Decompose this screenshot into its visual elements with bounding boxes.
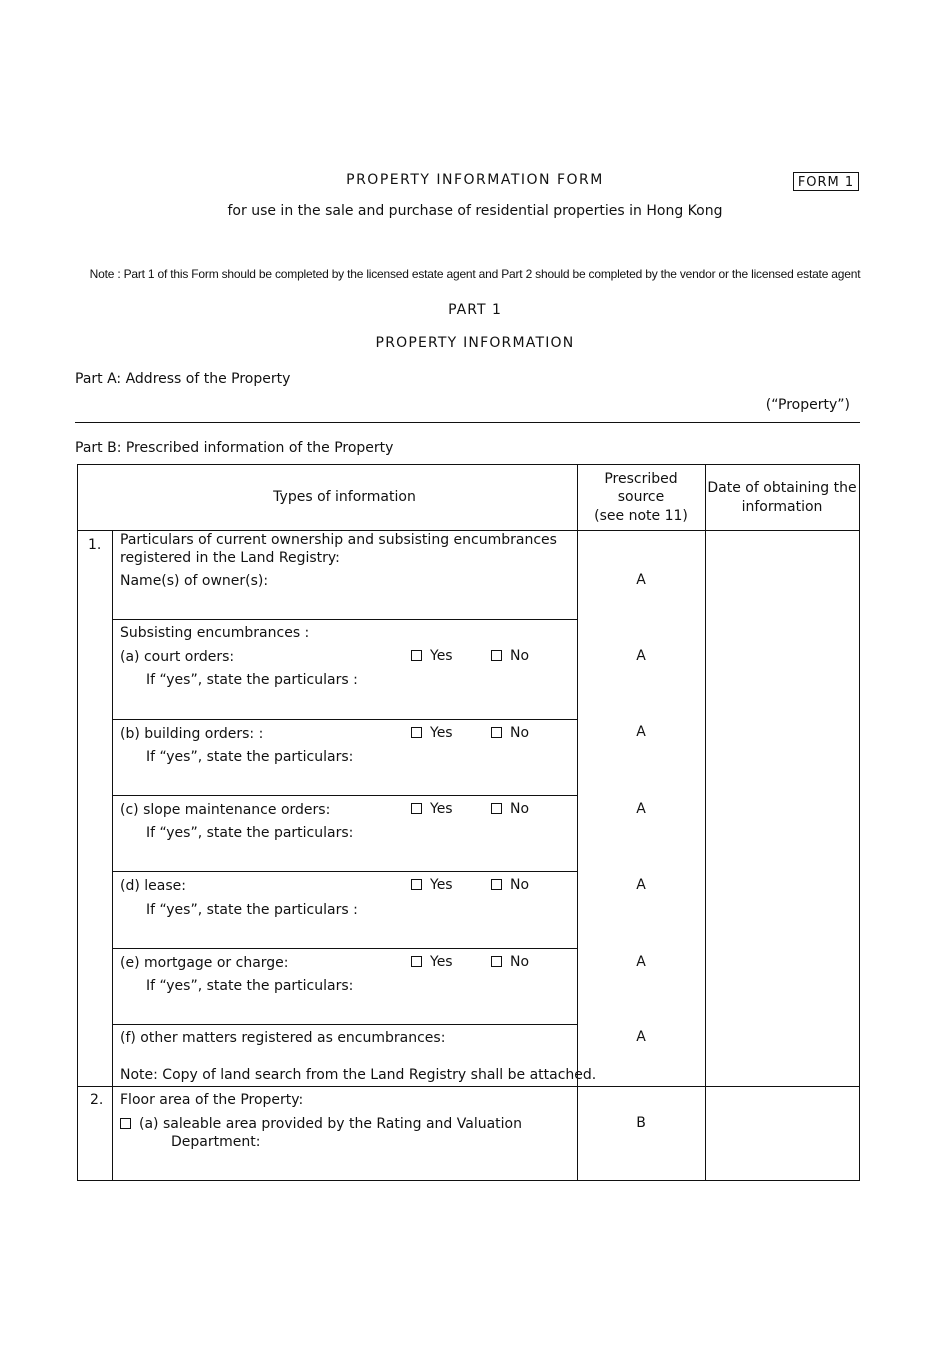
row-divider xyxy=(112,871,577,872)
checkbox-icon[interactable] xyxy=(491,956,502,967)
row-divider xyxy=(112,619,577,620)
completion-note: Note : Part 1 of this Form should be completed by the licensed estate agent and Part 2 should be completed by the vendor or the licensed estate agent xyxy=(89,267,861,281)
court-orders-yes[interactable] xyxy=(411,648,453,664)
source-code: A xyxy=(636,572,646,588)
header-source-line1: Prescribed xyxy=(604,471,678,487)
building-orders-label: (b) building orders: : xyxy=(120,726,264,742)
no-label: No xyxy=(510,801,530,817)
part-title: PART 1 xyxy=(448,302,502,318)
mortgage-detail: If “yes”, state the particulars: xyxy=(146,978,354,994)
slope-orders-no[interactable] xyxy=(491,801,529,817)
building-orders-detail: If “yes”, state the particulars: xyxy=(146,749,354,765)
header-date-line2: information xyxy=(741,499,823,515)
building-orders-no[interactable] xyxy=(491,725,529,741)
item1-heading-line1: Particulars of current ownership and subsisting encumbrances xyxy=(120,532,557,548)
header-date-line1: Date of obtaining the xyxy=(707,480,857,496)
part-a-label: Part A: Address of the Property xyxy=(75,371,291,387)
source-code: A xyxy=(636,724,646,740)
source-code: A xyxy=(636,1029,646,1045)
form-subtitle: for use in the sale and purchase of residential properties in Hong Kong xyxy=(227,203,723,219)
address-input-line[interactable] xyxy=(75,422,860,423)
table-border-left xyxy=(77,464,78,1181)
row-divider xyxy=(112,1024,577,1025)
checkbox-icon[interactable] xyxy=(411,879,422,890)
yes-label: Yes xyxy=(430,725,453,741)
prescribed-information-table xyxy=(77,464,860,1181)
row-divider xyxy=(112,795,577,796)
item1-heading-line2: registered in the Land Registry: xyxy=(120,550,340,566)
no-label: No xyxy=(510,648,530,664)
checkbox-icon[interactable] xyxy=(491,650,502,661)
table-border-right xyxy=(859,464,860,1181)
source-code: A xyxy=(636,954,646,970)
table-border-bottom xyxy=(77,1180,860,1181)
lease-label: (d) lease: xyxy=(120,878,186,894)
column-divider-date xyxy=(705,464,706,1181)
no-label: No xyxy=(510,877,530,893)
no-label: No xyxy=(510,954,530,970)
court-orders-no[interactable] xyxy=(491,648,529,664)
encumbrances-label: Subsisting encumbrances : xyxy=(120,625,310,641)
header-source-line3: (see note 11) xyxy=(594,508,688,524)
row-divider xyxy=(112,719,577,720)
checkbox-icon[interactable] xyxy=(491,727,502,738)
saleable-area-label-line2: Department: xyxy=(171,1134,261,1150)
yes-label: Yes xyxy=(430,877,453,893)
checkbox-icon[interactable] xyxy=(411,803,422,814)
checkbox-icon[interactable] xyxy=(491,803,502,814)
yes-label: Yes xyxy=(430,954,453,970)
mortgage-label: (e) mortgage or charge: xyxy=(120,955,289,971)
slope-orders-yes[interactable] xyxy=(411,801,453,817)
checkbox-icon[interactable] xyxy=(411,650,422,661)
building-orders-yes[interactable] xyxy=(411,725,453,741)
checkbox-icon[interactable] xyxy=(411,727,422,738)
owners-label: Name(s) of owner(s): xyxy=(120,573,269,589)
slope-orders-label: (c) slope maintenance orders: xyxy=(120,802,331,818)
other-encumbrances-label: (f) other matters registered as encumbrances: xyxy=(120,1030,446,1046)
item-number: 2. xyxy=(90,1092,104,1108)
form-title: PROPERTY INFORMATION FORM xyxy=(346,172,604,188)
table-border-top xyxy=(77,464,860,465)
slope-orders-detail: If “yes”, state the particulars: xyxy=(146,825,354,841)
property-definition: (“Property”) xyxy=(765,397,850,413)
part-heading: PROPERTY INFORMATION xyxy=(375,335,575,351)
court-orders-label: (a) court orders: xyxy=(120,649,235,665)
source-code: A xyxy=(636,801,646,817)
yes-label: Yes xyxy=(430,648,453,664)
header-types: Types of information xyxy=(273,489,416,505)
item-number: 1. xyxy=(88,537,102,553)
source-code: A xyxy=(636,648,646,664)
land-search-note: Note: Copy of land search from the Land Registry shall be attached. xyxy=(120,1067,597,1083)
floor-area-heading: Floor area of the Property: xyxy=(120,1092,304,1108)
checkbox-icon[interactable] xyxy=(491,879,502,890)
part-b-label: Part B: Prescribed information of the Property xyxy=(75,440,394,456)
checkbox-icon[interactable] xyxy=(120,1118,131,1129)
item-divider xyxy=(77,1086,860,1087)
header-source-line2: source xyxy=(617,489,665,505)
no-label: No xyxy=(510,725,530,741)
court-orders-detail: If “yes”, state the particulars : xyxy=(146,672,358,688)
checkbox-icon[interactable] xyxy=(411,956,422,967)
form-number-badge: FORM 1 xyxy=(793,172,859,191)
lease-yes[interactable] xyxy=(411,877,453,893)
row-divider xyxy=(112,948,577,949)
mortgage-no[interactable] xyxy=(491,954,529,970)
saleable-area-label: (a) saleable area provided by the Rating and Valuation xyxy=(139,1116,522,1132)
source-code: B xyxy=(636,1115,646,1131)
lease-no[interactable] xyxy=(491,877,529,893)
lease-detail: If “yes”, state the particulars : xyxy=(146,902,358,918)
mortgage-yes[interactable] xyxy=(411,954,453,970)
yes-label: Yes xyxy=(430,801,453,817)
saleable-area-option[interactable] xyxy=(120,1115,570,1133)
column-divider-number xyxy=(112,530,113,1181)
source-code: A xyxy=(636,877,646,893)
